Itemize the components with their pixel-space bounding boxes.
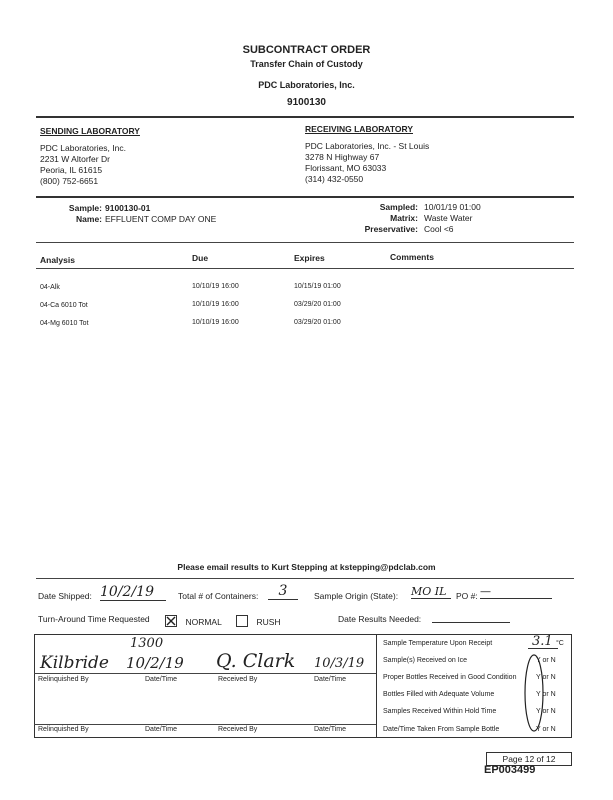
lab-divider [36,196,574,198]
checklist-item: Date/Time Taken From Sample Bottle [383,726,500,733]
table-cell-expires: 03/29/20 01:00 [294,319,341,326]
checklist-item: Sample(s) Received on Ice [383,657,468,664]
check-mark-icon [166,616,176,626]
sending-lab-heading: SENDING LABORATORY [40,126,140,136]
header-divider [36,116,574,118]
name-label: Name: [76,214,102,224]
company-name: PDC Laboratories, Inc. [258,80,355,90]
checklist-item: Bottles Filled with Adequate Volume [383,691,495,698]
checklist-answer[interactable]: Y or N [536,708,556,715]
document-subtitle: Transfer Chain of Custody [250,59,363,69]
checklist-answer[interactable]: Y or N [536,674,556,681]
col-analysis: Analysis [40,255,75,265]
col-due: Due [192,253,209,263]
page-indicator: Page 12 of 12 [486,752,572,766]
origin-label: Sample Origin (State): [314,591,399,601]
sending-line: 2231 W Altorfer Dr [40,154,110,164]
tat-label: Turn-Around Time Requested [38,614,150,624]
matrix-value: Waste Water [424,213,473,223]
sending-line: Peoria, IL 61615 [40,165,103,175]
table-cell-expires: 10/15/19 01:00 [294,283,341,290]
handwritten-time: 1300 [130,636,164,651]
order-number: 9100130 [287,97,326,108]
table-cell-due: 10/10/19 16:00 [192,283,239,290]
temperature-underline [528,648,558,649]
relinquished-label-2: Relinquished By [38,726,89,733]
temperature-value[interactable]: 3.1 [532,634,553,649]
receiving-line: PDC Laboratories, Inc. - St Louis [305,141,430,151]
checklist-answer[interactable]: Y or N [536,691,556,698]
preservative-label: Preservative: [364,224,418,234]
signature-relinquished: Kilbride [40,653,109,673]
date-needed-label: Date Results Needed: [338,614,422,624]
handwritten-date-1: 10/2/19 [126,654,184,672]
sending-line: PDC Laboratories, Inc. [40,143,126,153]
email-note: Please email results to Kurt Stepping at kstepping@pdclab.com [177,562,436,572]
date-needed-field[interactable] [432,622,510,623]
col-comments: Comments [390,252,434,262]
table-row: 04-Alk [40,284,60,291]
circle-mark-icon [522,652,546,734]
sample-name: EFFLUENT COMP DAY ONE [105,214,217,224]
datetime-label-3: Date/Time [145,726,178,733]
receiving-lab-address [305,141,429,185]
sending-lab-address [40,143,126,187]
date-shipped-label: Date Shipped: [38,591,92,601]
temperature-unit: °C [556,640,564,647]
date-shipped-value[interactable]: 10/2/19 [100,584,166,601]
shipping-divider [36,578,574,579]
received-label-1: Received By [218,676,258,683]
sample-divider [36,242,574,243]
normal-label: NORMAL [185,617,222,627]
table-cell-due: 10/10/19 16:00 [192,301,239,308]
bates-number: EP003499 [484,764,536,776]
document-title: SUBCONTRACT ORDER [242,44,371,56]
receiving-lab-heading: RECEIVING LABORATORY [305,124,413,134]
sampled-value: 10/01/19 01:00 [424,202,481,212]
table-row: 04-Mg 6010 Tot [40,320,89,327]
handwritten-date-2: 10/3/19 [314,656,365,671]
table-cell-expires: 03/29/20 01:00 [294,301,341,308]
table-cell-due: 10/10/19 16:00 [192,319,239,326]
relinquished-label-1: Relinquished By [38,676,89,683]
rush-checkbox[interactable] [236,612,281,630]
received-label-2: Received By [218,726,258,733]
datetime-label-1: Date/Time [145,676,178,683]
table-row: 04-Ca 6010 Tot [40,302,88,309]
sample-label: Sample: [68,203,102,213]
sig-line-1 [34,673,376,674]
rush-label: RUSH [256,617,281,627]
po-label: PO #: [456,591,478,601]
receiving-line: 3278 N Highway 67 [305,152,380,162]
table-header-divider [36,268,574,269]
checkbox-rush[interactable] [236,615,248,627]
containers-value[interactable]: 3 [268,583,298,600]
custody-box [34,634,572,738]
origin-value[interactable]: MO IL [411,585,451,599]
signature-received: Q. Clark [216,650,296,672]
checklist-answer[interactable]: Y or N [536,657,556,664]
matrix-label: Matrix: [390,213,418,223]
sending-line: (800) 752-6651 [40,176,99,186]
datetime-label-2: Date/Time [314,676,347,683]
sampled-label: Sampled: [379,202,418,212]
sample-id: 9100130-01 [105,203,151,213]
normal-checkbox[interactable] [165,612,222,630]
checkbox-normal[interactable] [165,615,177,627]
checklist-item: Sample Temperature Upon Receipt [383,640,493,647]
preservative-value: Cool <6 [424,224,454,234]
sig-line-2 [34,724,376,725]
containers-label: Total # of Containers: [178,591,259,601]
po-value[interactable]: — [480,585,552,599]
checklist-item: Proper Bottles Received in Good Condition [383,674,517,681]
col-expires: Expires [294,253,325,263]
checklist-answer[interactable]: Y or N [536,726,556,733]
receiving-line: (314) 432-0550 [305,174,364,184]
datetime-label-4: Date/Time [314,726,347,733]
checklist-divider [376,634,377,737]
receiving-line: Florissant, MO 63033 [305,163,387,173]
checklist-item: Samples Received Within Hold Time [383,708,497,715]
